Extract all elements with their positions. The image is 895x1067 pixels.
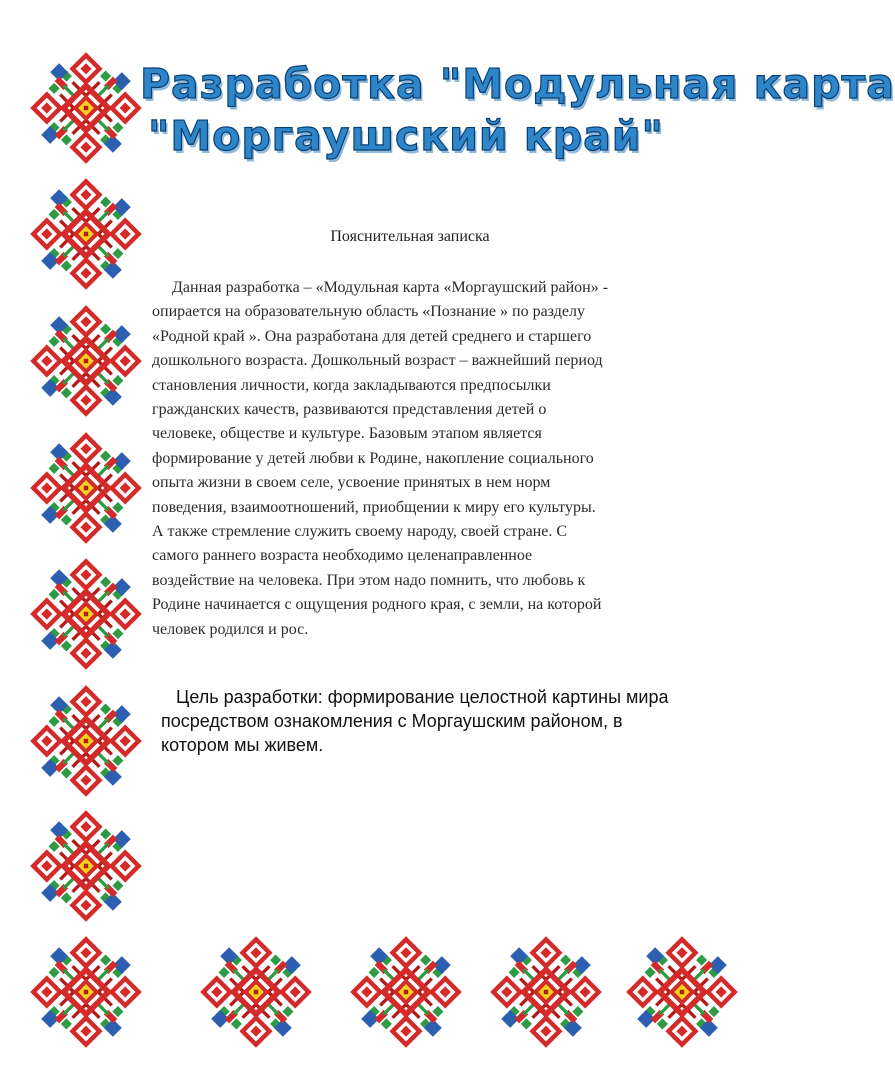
chuvash-ornament-icon: [30, 936, 142, 1048]
chuvash-ornament-icon: [30, 52, 142, 164]
note-line: человеке, обществе и культуре. Базовым этапом является: [152, 425, 542, 443]
note-line: становления личности, когда закладываются предпосылки: [152, 376, 551, 394]
title-line-2: "Моргаушский край": [148, 112, 664, 160]
goal-line: котором мы живем.: [161, 735, 324, 755]
note-line: опирается на образовательную область «Познание » по разделу: [152, 303, 585, 321]
note-line: формирование у детей любви к Родине, накопление социального: [152, 449, 594, 467]
note-line: гражданских качеств, развиваются представления детей о: [152, 401, 547, 419]
chuvash-ornament-icon: [30, 810, 142, 922]
note-line: А также стремление служить своему народу, своей стране. С: [152, 523, 568, 541]
goal-line: Цель разработки: формирование целостной картины мира: [161, 687, 669, 707]
note-line: опыта жизни в своем селе, усвоение принятых в нем норм: [152, 474, 551, 492]
chuvash-ornament-icon: [350, 936, 462, 1048]
note-line: самого раннего возраста необходимо целенаправленное: [152, 547, 533, 565]
goal-paragraph: [161, 685, 761, 757]
note-line: воздействие на человека. При этом надо помнить, что любовь к: [152, 571, 586, 589]
note-line: Данная разработка – «Модульная карта «Моргаушский район» -: [152, 279, 609, 296]
note-heading: Пояснительная записка: [330, 228, 490, 245]
chuvash-ornament-icon: [30, 685, 142, 797]
goal-line: посредством ознакомления с Моргаушским районом, в: [161, 711, 623, 731]
chuvash-ornament-icon: [30, 305, 142, 417]
chuvash-ornament-icon: [30, 432, 142, 544]
note-line: дошкольного возраста. Дошкольный возраст – важнейший период: [152, 352, 603, 370]
note-line: человек родился и рос.: [152, 620, 309, 638]
chuvash-ornament-icon: [200, 936, 312, 1048]
note-line: поведения, взаимоотношений, приобщении к миру его культуры.: [152, 498, 596, 516]
note-line: «Родной край ». Она разработана для детей среднего и старшего: [152, 327, 592, 345]
chuvash-ornament-icon: [30, 558, 142, 670]
chuvash-ornament-icon: [626, 936, 738, 1048]
chuvash-ornament-icon: [490, 936, 602, 1048]
note-body: [152, 276, 752, 642]
title-line-1: Разработка "Модульная карта: [140, 60, 895, 108]
note-line: Родине начинается с ощущения родного края, с земли, на которой: [152, 596, 602, 614]
page-title: [140, 58, 895, 162]
